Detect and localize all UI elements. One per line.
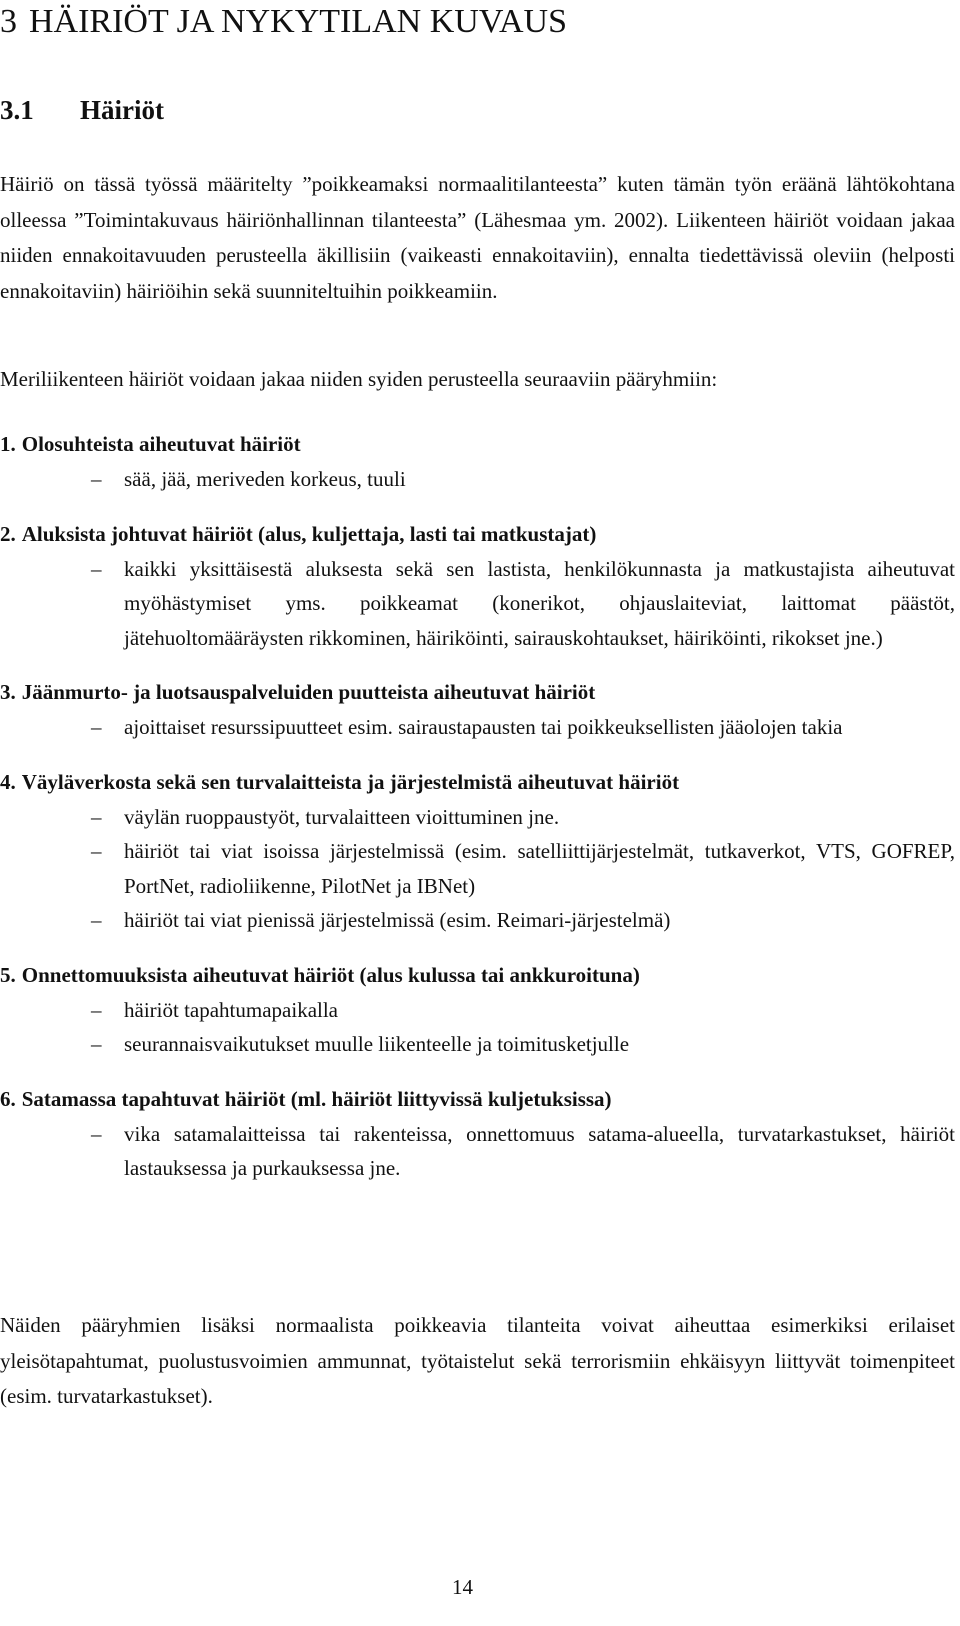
subitem-text: seurannaisvaikutukset muulle liikenteelle ja toimitusketjulle [124,1032,630,1056]
group-subitem [0,552,955,656]
section-title: Häiriöt [80,95,164,125]
group-subitem [0,800,955,835]
group-subitem [0,1027,955,1062]
dash-bullet: – [91,908,102,932]
group-sublist [0,800,955,938]
groups-lead-paragraph: Meriliikenteen häiriöt voidaan jakaa niiden syiden perusteella seuraaviin pääryhmiin: [0,367,718,391]
subitem-text: ajoittaiset resurssipuutteet esim. sairaustapausten tai poikkeuksellisten jääolojen takia [124,715,843,739]
group-heading [0,517,955,552]
dash-bullet: – [91,1121,102,1146]
intro-paragraph: Häiriö on tässä työssä määritelty ”poikkeamaksi normaalitilanteesta” kuten tämän työn eräänä lähtökohtana olleessa ”Toimintakuvaus häiriönhallinnan tilanteesta” (Lähesmaa ym. 2002). Liikenteen häiriöt voidaan jakaa niiden ennakoitavuuden perusteella äkillisiin (vaikeasti ennakoitaviin), ennalta tiedettävissä oleviin (helposti ennakoitaviin) häiriöihin sekä suunniteltuihin poikkeamiin. [0,172,955,303]
group-sublist [0,552,955,656]
group-subitem [0,834,955,903]
group-subitem [0,1117,955,1186]
group-item [0,765,955,938]
group-title: Onnettomuuksista aiheutuvat häiriöt (alus kulussa tai ankkuroituna) [21,962,640,987]
group-title: Olosuhteista aiheutuvat häiriöt [21,432,301,456]
group-item [0,675,955,745]
group-heading [0,765,955,800]
section-number: 3.1 [0,95,34,125]
group-title: Jäänmurto- ja luotsauspalveluiden puutteista aiheutuvat häiriöt [21,680,596,704]
chapter-title: HÄIRIÖT JA NYKYTILAN KUVAUS [29,3,568,40]
dash-bullet: – [91,804,102,829]
dash-bullet: – [91,839,102,863]
group-title: Satamassa tapahtuvat häiriöt (ml. häiriöt liittyvissä kuljetuksissa) [21,1086,612,1111]
dash-bullet: – [91,715,102,739]
group-number: 5. [0,962,16,987]
group-sublist [0,993,955,1062]
closing-paragraph: Näiden pääryhmien lisäksi normaalista poikkeavia tilanteita voivat aiheuttaa esimerkiksi erilaiset yleisötapahtumat, puolustusvoimien ammunnat, työtaistelut sekä terrorismiin ehkäisyyn liittyvät toimenpiteet (esim. turvatarkastukset). [0,1313,955,1408]
chapter-heading [0,0,567,44]
group-sublist [0,1117,955,1186]
group-title: Väyläverkosta sekä sen turvalaitteista ja järjestelmistä aiheutuvat häiriöt [21,769,680,794]
subitem-text: vika satamalaitteissa tai rakenteissa, onnettomuus satama-alueella, turvatarkastukset, häiriöt lastauksessa ja purkauksessa jne. [124,1121,955,1180]
dash-bullet: – [91,556,102,581]
group-sublist [0,462,955,497]
group-item [0,1082,955,1186]
group-subitem [0,710,955,745]
group-item [0,958,955,1062]
group-subitem [0,903,955,938]
subitem-text: väylän ruoppaustyöt, turvalaitteen vioittuminen jne. [124,804,560,829]
group-heading [0,1082,955,1117]
disruption-groups-list [0,427,955,1206]
dash-bullet: – [91,997,102,1022]
subitem-text: kaikki yksittäisestä aluksesta sekä sen lastista, henkilökunnasta ja matkustajista aiheutuvat myöhästymiset yms. poikkeamat (konerikot, ohjauslaiteviat, laittomat päästöt, jätehuoltomääräysten rikkominen, häiriköinti, sairauskohtaukset, häiriköinti, rikokset jne.) [124,556,955,650]
group-heading [0,675,955,710]
subitem-text: häiriöt tapahtumapaikalla [124,997,338,1022]
group-number: 3. [0,680,16,704]
group-title: Aluksista johtuvat häiriöt (alus, kuljettaja, lasti tai matkustajat) [21,521,597,546]
dash-bullet: – [91,1032,102,1056]
group-number: 4. [0,769,16,794]
dash-bullet: – [91,467,102,491]
subitem-text: häiriöt tai viat isoissa järjestelmissä (esim. satelliittijärjestelmät, tutkaverkot, VTS, GOFREP, PortNet, radioliikenne, PilotNet ja IBNet) [124,839,955,898]
chapter-number: 3 [0,3,17,40]
group-subitem [0,462,955,497]
group-number: 1. [0,432,16,456]
group-number: 6. [0,1086,16,1111]
group-number: 2. [0,521,16,546]
group-heading [0,427,955,462]
subitem-text: häiriöt tai viat pienissä järjestelmissä (esim. Reimari-järjestelmä) [124,908,671,932]
group-heading [0,958,955,993]
page-number: 14 [452,1575,473,1599]
section-heading [0,92,164,128]
subitem-text: sää, jää, meriveden korkeus, tuuli [124,467,406,491]
group-item [0,517,955,656]
group-subitem [0,993,955,1028]
group-sublist [0,710,955,745]
group-item [0,427,955,497]
